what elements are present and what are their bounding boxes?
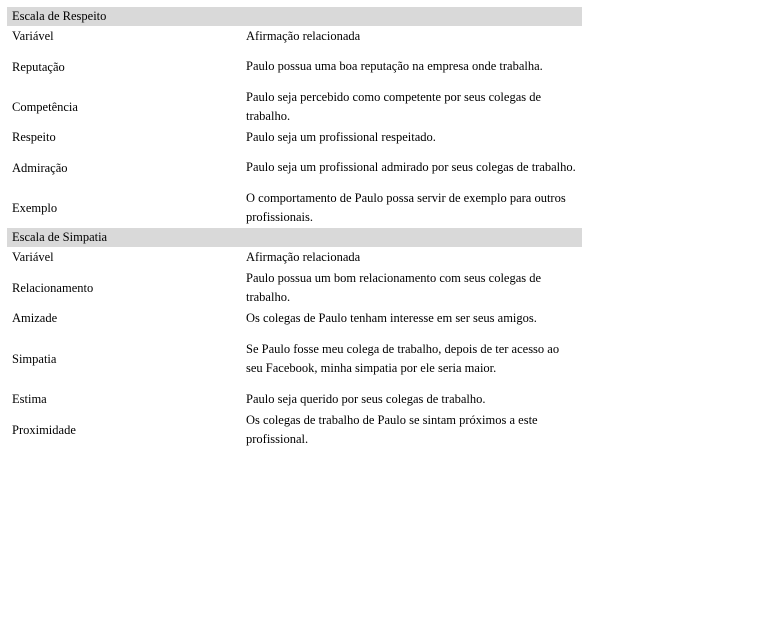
- column-header-row: [7, 247, 582, 268]
- table-row: [7, 308, 582, 329]
- variable-cell: Competência: [12, 99, 78, 114]
- variable-cell: Reputação: [12, 59, 65, 74]
- column-header-statement: Afirmação relacionada: [246, 249, 361, 264]
- variable-cell: Exemplo: [12, 200, 58, 215]
- variable-cell: Respeito: [12, 130, 56, 144]
- table-row: [7, 188, 582, 228]
- variable-cell: Simpatia: [12, 351, 57, 366]
- table-row: [7, 329, 582, 389]
- statement-cell: O comportamento de Paulo possa servir de exemplo para outros profissionais.: [246, 190, 566, 224]
- table-row: [7, 47, 582, 87]
- statement-cell: Paulo seja querido por seus colegas de trabalho.: [246, 391, 486, 406]
- column-header-variable: Variável: [12, 250, 54, 264]
- column-header-row: [7, 26, 582, 47]
- variable-cell: Admiração: [12, 160, 68, 175]
- statement-cell: Paulo possua uma boa reputação na empresa onde trabalha.: [246, 59, 543, 74]
- variable-cell: Proximidade: [12, 422, 76, 437]
- section-header-simpatia: Escala de Simpatia: [7, 228, 582, 247]
- variable-cell: Estima: [12, 392, 47, 406]
- table-row: [7, 148, 582, 188]
- table-row: [7, 87, 582, 127]
- table-row: [7, 410, 582, 450]
- statement-cell: Paulo seja um profissional admirado por seus colegas de trabalho.: [246, 160, 576, 175]
- table-row: [7, 268, 582, 308]
- variable-cell: Amizade: [12, 311, 58, 325]
- statement-cell: Paulo possua um bom relacionamento com seus colegas de trabalho.: [246, 270, 542, 304]
- table-row: [7, 127, 582, 148]
- statement-cell: Os colegas de trabalho de Paulo se sintam próximos a este profissional.: [246, 412, 538, 446]
- statement-cell: Paulo seja um profissional respeitado.: [246, 129, 436, 144]
- scales-table: [7, 7, 582, 450]
- statement-cell: Paulo seja percebido como competente por seus colegas de trabalho.: [246, 89, 542, 123]
- variable-cell: Relacionamento: [12, 280, 94, 295]
- statement-cell: Se Paulo fosse meu colega de trabalho, depois de ter acesso ao seu Facebook, minha simpatia por ele seria maior.: [246, 341, 560, 375]
- section-header-respeito: Escala de Respeito: [7, 7, 582, 26]
- column-header-variable: Variável: [12, 29, 54, 43]
- statement-cell: Os colegas de Paulo tenham interesse em ser seus amigos.: [246, 310, 537, 325]
- table-row: [7, 389, 582, 410]
- column-header-statement: Afirmação relacionada: [246, 28, 361, 43]
